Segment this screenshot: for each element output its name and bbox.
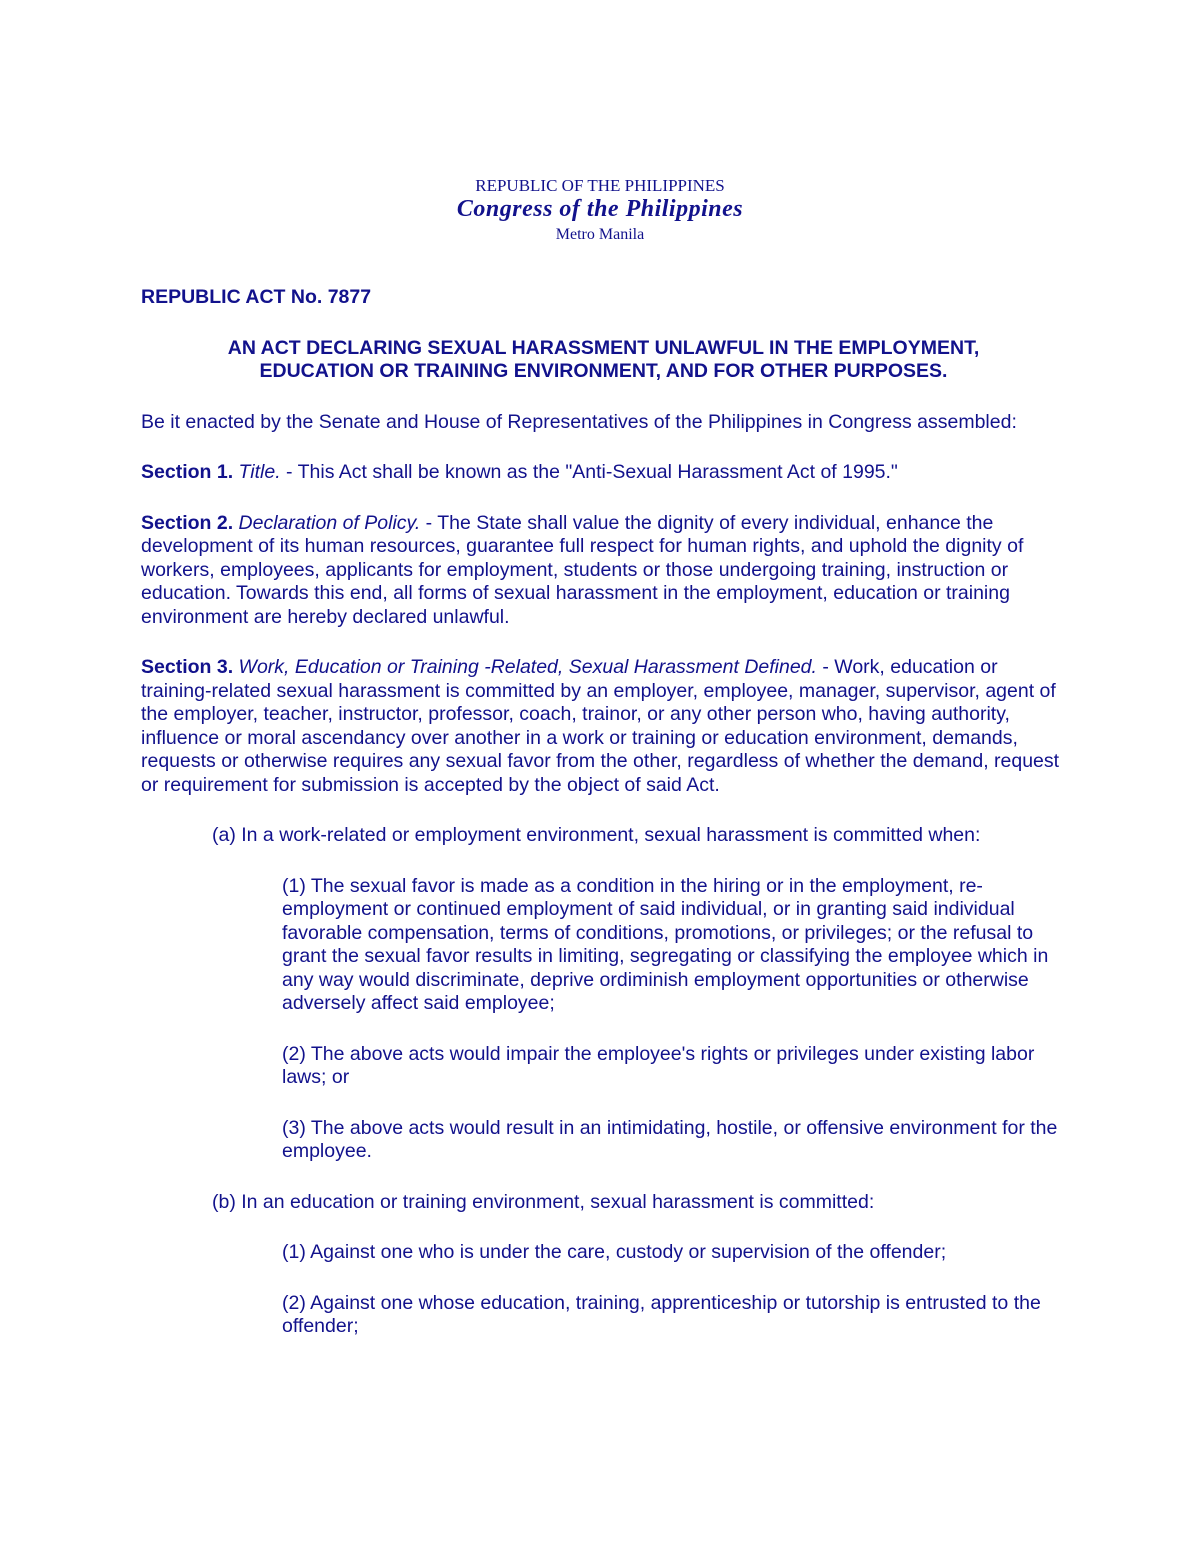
section-3-text: - Work, education or training-related sexual harassment is committed by an employer, employee, manager, supervisor, agent of the employer, teacher, instructor, professor, coach, trainor, or any other person who, having authority, influence or moral ascendancy over another in a work or training or education environment, demands, requests or otherwise requires any sexual favor from the other, regardless of whether the demand, request or requirement for submission is accepted by the object of said Act.	[141, 656, 1060, 796]
act-title-line-2: EDUCATION OR TRAINING ENVIRONMENT, AND FOR OTHER PURPOSES.	[259, 360, 948, 382]
section-1-heading: Title.	[238, 461, 281, 483]
section-2-label: Section 2.	[141, 511, 234, 534]
section-1-label: Section 1.	[141, 461, 234, 483]
republic-heading: REPUBLIC OF THE PHILIPPINES	[475, 176, 725, 195]
section-3-label: Section 3.	[141, 656, 234, 678]
clause-a-3: (3) The above acts would result in an intimidating, hostile, or offensive environment for the employee.	[282, 1116, 1058, 1162]
enacting-clause: Be it enacted by the Senate and House of Representatives of the Philippines in Congress assembled:	[141, 410, 1017, 433]
clause-a-1: (1) The sexual favor is made as a condition in the hiring or in the employment, re-employment or continued employment of said individual, or in granting said individual favorable compensation, terms of conditions, promotions, or privileges; or the refusal to grant the sexual favor results in limiting, segregating or classifying the employee which in any way would discriminate, deprive ordiminish employment opportunities or otherwise adversely affect said employee;	[282, 874, 1049, 1014]
congress-heading: Congress of the Philippines	[456, 196, 744, 222]
section-2-text: - The State shall value the dignity of every individual, enhance the development of its human resources, guarantee full respect for human rights, and uphold the dignity of workers, employees, applicants for employment, students or those undergoing training, instruction or education. Towards this end, all forms of sexual harassment in the employment, education or training environment are hereby declared unlawful.	[141, 511, 1024, 628]
letterhead	[0, 176, 1200, 245]
section-3-heading: Work, Education or Training -Related, Sexual Harassment Defined.	[238, 656, 817, 678]
clause-a: (a) In a work-related or employment environment, sexual harassment is committed when:	[212, 824, 981, 846]
clause-b-2: (2) Against one whose education, training, apprenticeship or tutorship is entrusted to the offender;	[282, 1291, 1041, 1337]
location-heading: Metro Manila	[555, 226, 645, 243]
section-1	[141, 461, 1066, 485]
section-2-heading: Declaration of Policy.	[238, 511, 421, 534]
act-number: REPUBLIC ACT No. 7877	[141, 286, 372, 308]
section-1-text: - This Act shall be known as the "Anti-Sexual Harassment Act of 1995."	[280, 461, 898, 483]
clause-b-1: (1) Against one who is under the care, custody or supervision of the offender;	[282, 1241, 947, 1263]
clause-a-2: (2) The above acts would impair the employee's rights or privileges under existing labor laws; or	[282, 1042, 1035, 1088]
document-body	[141, 286, 1066, 1339]
act-title	[141, 337, 1066, 384]
clause-b: (b) In an education or training environment, sexual harassment is committed:	[212, 1190, 875, 1213]
section-3	[141, 656, 1066, 797]
act-title-line-1: AN ACT DECLARING SEXUAL HARASSMENT UNLAWFUL IN THE EMPLOYMENT,	[227, 336, 980, 359]
section-2	[141, 512, 1066, 630]
